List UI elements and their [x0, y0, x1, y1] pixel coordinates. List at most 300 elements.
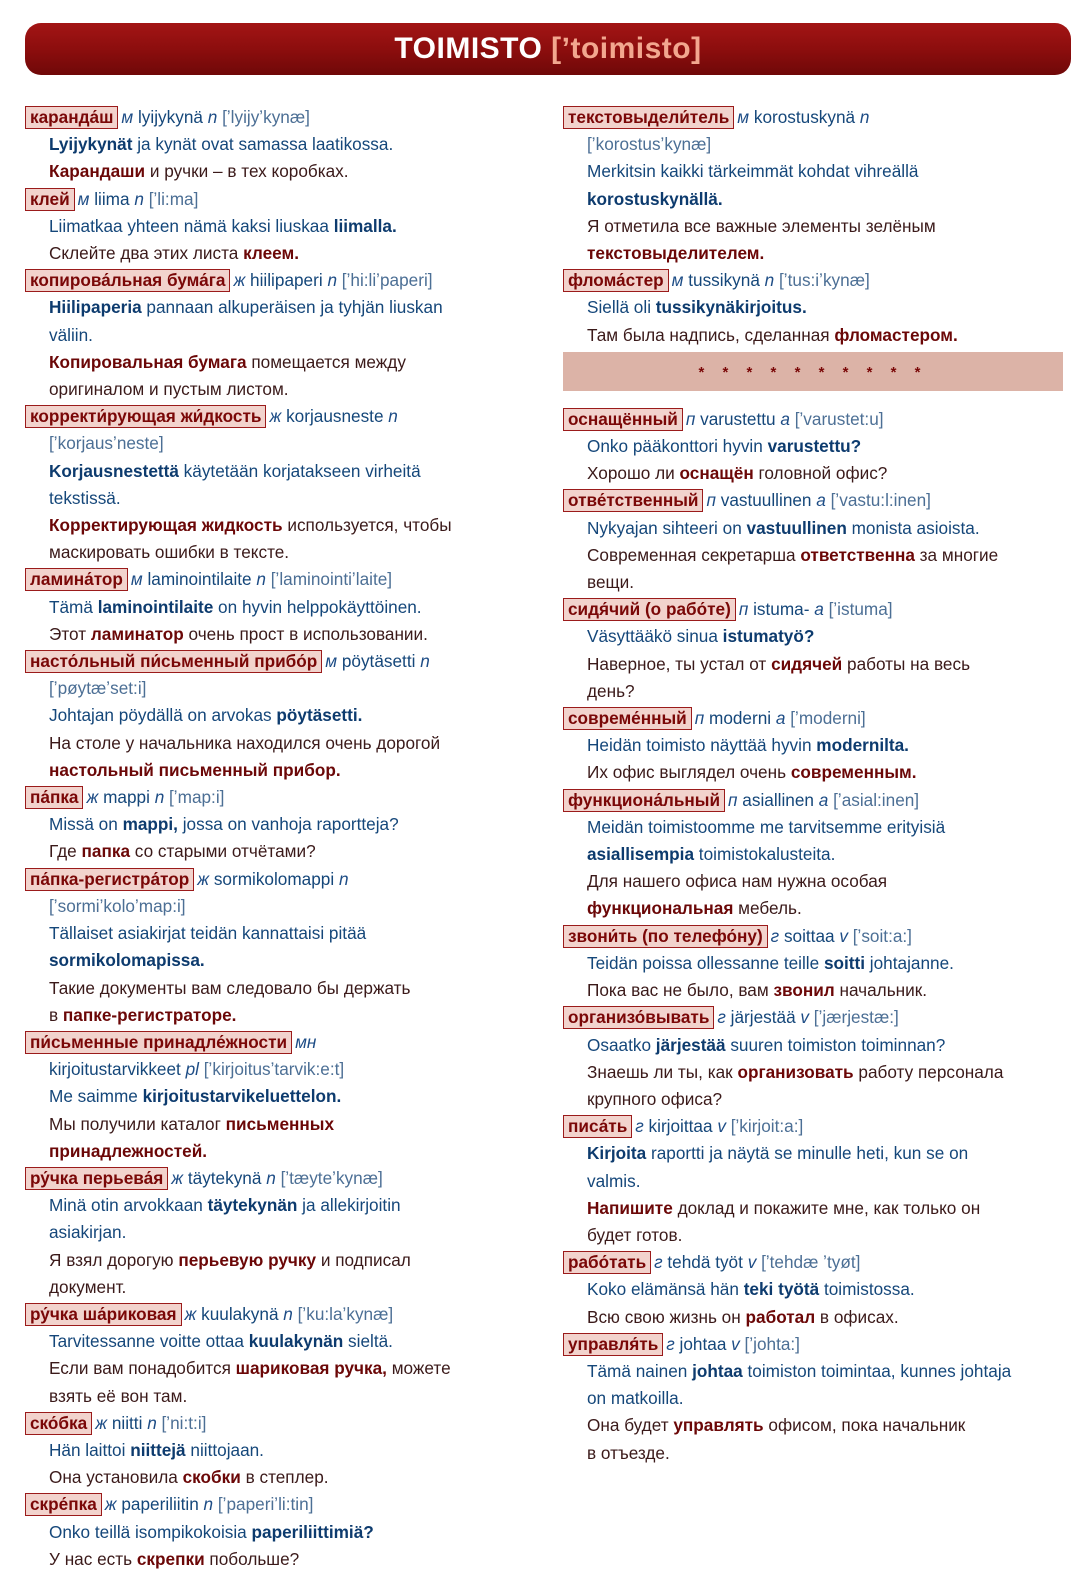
- dictionary-entry: [25, 403, 537, 566]
- example-text: день?: [587, 680, 635, 701]
- highlighted-term: Корректирующая жидкость: [49, 515, 283, 536]
- dictionary-entry: [563, 487, 1063, 596]
- headword: сидя́чий (о рабо́те): [563, 598, 736, 621]
- finnish-grammar-label: n: [420, 651, 430, 672]
- grammar-label: ж: [104, 1494, 117, 1515]
- highlighted-term: Напишите: [587, 1197, 673, 1218]
- highlighted-term: sormikolomapissa.: [49, 950, 205, 971]
- example-text: в степлер.: [240, 1467, 329, 1488]
- finnish-grammar-label: n: [134, 188, 144, 209]
- grammar-label: п: [738, 599, 749, 620]
- russian-example-line: [25, 757, 537, 784]
- finnish-example-line: [25, 1192, 537, 1219]
- highlighted-term: järjestää: [655, 1034, 726, 1055]
- russian-example-line: [25, 158, 537, 185]
- dictionary-entry: [25, 1301, 537, 1410]
- entry-headline: [563, 923, 1063, 950]
- finnish-example-line: [563, 186, 1063, 213]
- russian-example-line: [563, 1440, 1063, 1467]
- example-text: очень прост в использовании.: [183, 623, 428, 644]
- grammar-label: ж: [86, 787, 99, 808]
- highlighted-term: современным.: [790, 762, 917, 783]
- russian-example-line: [25, 1247, 537, 1274]
- finnish-grammar-label: a: [816, 490, 826, 511]
- transcription: [ʼli:ma]: [148, 188, 199, 209]
- finnish-example-line: [563, 950, 1063, 977]
- transcription: [ʼhi:liʼpaperi]: [341, 270, 433, 291]
- example-text: в отъезде.: [587, 1442, 670, 1463]
- russian-example-line: [25, 240, 537, 267]
- example-text: raportti ja näytä se minulle heti, kun se on: [646, 1143, 969, 1164]
- dictionary-entry: [25, 648, 537, 784]
- dictionary-entry: [25, 104, 537, 186]
- example-text: документ.: [49, 1276, 127, 1297]
- finnish-example-line: [563, 1032, 1063, 1059]
- entry-headline-continuation: [25, 430, 537, 457]
- headword: ламина́тор: [25, 568, 128, 591]
- left-column: [25, 104, 537, 1573]
- page-title-banner: [25, 23, 1071, 75]
- example-text: toimiston toimintaa, kunnes johtaja: [742, 1360, 1012, 1381]
- example-text: väliin.: [49, 324, 93, 345]
- example-text: помещается между: [246, 351, 406, 372]
- finnish-grammar-label: n: [256, 569, 266, 590]
- example-text: мебель.: [733, 898, 802, 919]
- example-text: Teidän poissa ollessanne teille: [587, 952, 824, 973]
- example-text: Там была надпись, сделанная: [587, 324, 835, 345]
- transcription: [ʼpaperiʼli:tin]: [217, 1494, 314, 1515]
- highlighted-term: laminointilaite: [97, 596, 214, 617]
- dictionary-entry: [25, 566, 537, 648]
- highlighted-term: paperiliittimiä?: [251, 1521, 374, 1542]
- finnish-translation: hiilipaperi: [250, 270, 323, 291]
- example-text: и подписал: [316, 1249, 411, 1270]
- entry-headline: [563, 1331, 1063, 1358]
- dictionary-entry: [563, 596, 1063, 705]
- finnish-translation: tehdä työt: [667, 1252, 743, 1273]
- highlighted-term: перьевую ручку: [178, 1249, 317, 1270]
- russian-example-line: [25, 1111, 537, 1138]
- highlighted-term: сидячей: [771, 653, 843, 674]
- example-text: в офисах.: [815, 1306, 899, 1327]
- finnish-example-line: [25, 1219, 537, 1246]
- headword: ру́чка перьева́я: [25, 1167, 168, 1190]
- example-text: работы на весь: [842, 653, 971, 674]
- entry-headline: [25, 1410, 537, 1437]
- example-text: взять её вон там.: [49, 1385, 188, 1406]
- entry-headline: [25, 1029, 537, 1056]
- dictionary-entry: [563, 787, 1063, 923]
- entry-headline: [25, 403, 537, 430]
- entry-headline: [563, 1004, 1063, 1031]
- russian-example-line: [25, 730, 537, 757]
- example-text: Этот: [49, 623, 91, 644]
- finnish-grammar-label: v: [839, 925, 848, 946]
- example-text: on matkoilla.: [587, 1388, 684, 1409]
- example-text: asiakirjan.: [49, 1222, 127, 1243]
- transcription: [ʼpøytæʼset:i]: [49, 678, 147, 699]
- dictionary-entry: [563, 406, 1063, 488]
- entry-headline: [25, 104, 537, 131]
- finnish-example-line: [25, 811, 537, 838]
- finnish-example-line: [563, 515, 1063, 542]
- example-text: Meidän toimistoomme me tarvitsemme erityisiä: [587, 816, 946, 837]
- highlighted-term: оснащён: [679, 463, 754, 484]
- grammar-label: м: [671, 270, 684, 291]
- finnish-example-line: [25, 131, 537, 158]
- headword: скре́пка: [25, 1493, 102, 1516]
- headword: оснащённый: [563, 408, 683, 431]
- highlighted-term: soitti: [823, 952, 866, 973]
- finnish-grammar-label: a: [780, 408, 790, 429]
- headword: рабо́тать: [563, 1251, 651, 1274]
- example-text: Если вам понадобится: [49, 1358, 236, 1379]
- example-text: маскировать ошибки в тексте.: [49, 542, 290, 563]
- dictionary-entry: [563, 104, 1063, 267]
- finnish-translation: mappi: [103, 787, 150, 808]
- highlighted-term: скрепки: [136, 1548, 205, 1569]
- highlighted-term: Korjausnestettä: [49, 460, 179, 481]
- example-text: Знаешь ли ты, как: [587, 1061, 738, 1082]
- russian-example-line: [25, 1002, 537, 1029]
- finnish-example-line: [563, 1358, 1063, 1385]
- transcription: [ʼvarustet:u]: [794, 408, 884, 429]
- finnish-example-line: [25, 1328, 537, 1355]
- example-text: Onko teillä isompikokoisia: [49, 1521, 252, 1542]
- russian-example-line: [25, 1464, 537, 1491]
- finnish-example-line: [563, 158, 1063, 185]
- finnish-translation: paperiliitin: [121, 1494, 199, 1515]
- headword: звони́ть (по телефо́ну): [563, 925, 768, 948]
- dictionary-entry: [25, 1491, 537, 1573]
- grammar-label: г: [654, 1252, 663, 1273]
- highlighted-term: istumatyö?: [722, 626, 815, 647]
- headword: каранда́ш: [25, 106, 118, 129]
- russian-example-line: [563, 213, 1063, 240]
- finnish-translation: korjausneste: [286, 406, 384, 427]
- highlighted-term: Lyijykynät: [49, 134, 133, 155]
- transcription: [ʼni:t:i]: [161, 1412, 207, 1433]
- russian-example-line: [563, 1412, 1063, 1439]
- finnish-example-line: [563, 1276, 1063, 1303]
- example-text: вещи.: [587, 572, 635, 593]
- transcription: [ʼku:laʼkynæ]: [297, 1303, 394, 1324]
- finnish-example-line: [25, 1083, 537, 1110]
- finnish-grammar-label: n: [764, 270, 775, 291]
- highlighted-term: принадлежностей.: [49, 1140, 208, 1161]
- finnish-translation: varustettu: [700, 408, 776, 429]
- example-text: головной офис?: [753, 463, 888, 484]
- headword: ско́бка: [25, 1412, 92, 1435]
- transcription: [ʼkirjoitusʼtarvik:e:t]: [203, 1059, 345, 1080]
- example-text: Я отметила все важные элементы зелёным: [587, 215, 936, 236]
- example-text: Osaatko: [587, 1034, 656, 1055]
- section-divider: * * * * * * * * * *: [563, 352, 1063, 391]
- finnish-grammar-label: n: [266, 1167, 276, 1188]
- dictionary-entry: [25, 1029, 537, 1165]
- finnish-example-line: [25, 213, 537, 240]
- example-text: используется, чтобы: [282, 515, 452, 536]
- finnish-translation: laminointilaite: [147, 569, 252, 590]
- finnish-grammar-label: n: [207, 107, 218, 127]
- transcription: [ʼlyijyʼkynæ]: [222, 107, 310, 127]
- finnish-example-line: [25, 1437, 537, 1464]
- example-text: Склейте два этих листа: [49, 243, 244, 264]
- finnish-translation: soittaa: [783, 925, 835, 946]
- example-text: Мы получили каталог: [49, 1113, 226, 1134]
- finnish-translation: johtaa: [679, 1333, 727, 1354]
- finnish-translation: lyijykynä: [137, 107, 203, 127]
- finnish-translation: moderni: [709, 708, 772, 729]
- example-text: Missä on: [49, 814, 123, 835]
- dictionary-entry: [25, 784, 537, 866]
- dictionary-entry: [25, 866, 537, 1029]
- finnish-translation: niitti: [111, 1412, 143, 1433]
- example-text: pannaan alkuperäisen ja tyhjän liuskan: [141, 297, 443, 318]
- headword: отве́тственный: [563, 489, 703, 512]
- finnish-translation: asiallinen: [742, 789, 814, 810]
- finnish-grammar-label: n: [327, 270, 338, 291]
- finnish-example-line: [563, 1168, 1063, 1195]
- finnish-translation: sormikolomappi: [213, 868, 335, 889]
- transcription: [ʼkirjoit:a:]: [730, 1116, 804, 1137]
- russian-example-line: [563, 569, 1063, 596]
- entry-headline: [563, 596, 1063, 623]
- headword: клей: [25, 188, 75, 211]
- example-text: ja allekirjoitin: [297, 1195, 401, 1216]
- example-text: и ручки – в тех коробках.: [145, 161, 349, 182]
- example-text: Наверное, ты устал от: [587, 653, 772, 674]
- transcription: [ʼjærjestæ:]: [813, 1007, 899, 1028]
- example-text: Пока вас не было, вам: [587, 980, 774, 1001]
- headword: функциона́льный: [563, 789, 725, 812]
- highlighted-term: звонил: [773, 980, 835, 1001]
- entry-headline: [25, 566, 537, 593]
- russian-example-line: [25, 838, 537, 865]
- headword: текстовыдели́тель: [563, 106, 734, 129]
- russian-example-line: [25, 539, 537, 566]
- entry-headline: [563, 1113, 1063, 1140]
- russian-example-line: [563, 1304, 1063, 1331]
- example-text: Такие документы вам следовало бы держать: [49, 977, 411, 998]
- grammar-label: ж: [233, 270, 246, 291]
- entry-headline-continuation: [25, 893, 537, 920]
- highlighted-term: kuulakynän: [248, 1331, 344, 1352]
- example-text: На столе у начальника находился очень дорогой: [49, 732, 441, 753]
- example-text: начальник.: [834, 980, 928, 1001]
- highlighted-term: tussikynäkirjoitus.: [655, 297, 807, 318]
- example-text: monista asioista.: [846, 517, 980, 538]
- headword: корректи́рующая жи́дкость: [25, 405, 266, 428]
- example-text: со старыми отчётами?: [130, 841, 316, 862]
- example-text: за многие: [914, 544, 999, 565]
- example-text: Koko elämänsä hän: [587, 1279, 744, 1300]
- example-text: У нас есть: [49, 1548, 137, 1569]
- finnish-example-line: [25, 485, 537, 512]
- example-text: Всю свою жизнь он: [587, 1306, 746, 1327]
- highlighted-term: Hiilipaperia: [49, 297, 142, 318]
- highlighted-term: организовать: [737, 1061, 854, 1082]
- highlighted-term: liimalla.: [333, 215, 397, 236]
- entry-headline: [563, 705, 1063, 732]
- page-title-transcription: [ʼtoimisto]: [551, 32, 702, 65]
- russian-example-line: [563, 1195, 1063, 1222]
- highlighted-term: mappi,: [122, 814, 178, 835]
- highlighted-term: ответственна: [800, 544, 915, 565]
- example-text: suuren toimiston toiminnan?: [725, 1034, 946, 1055]
- russian-example-line: [563, 651, 1063, 678]
- example-text: Tämä nainen: [587, 1360, 693, 1381]
- grammar-label: ж: [184, 1303, 197, 1324]
- grammar-label: м: [121, 107, 134, 127]
- grammar-label: м: [77, 188, 90, 209]
- dictionary-entry: [563, 1004, 1063, 1113]
- highlighted-term: папке-регистраторе.: [62, 1004, 237, 1025]
- highlighted-term: Копировальная бумага: [49, 351, 247, 372]
- headword: пи́сьменные принадле́жности: [25, 1031, 292, 1054]
- highlighted-term: скобки: [182, 1467, 241, 1488]
- finnish-example-line: [563, 841, 1063, 868]
- headword: копирова́льная бума́га: [25, 269, 230, 292]
- headword: управля́ть: [563, 1333, 663, 1356]
- finnish-example-line: [563, 732, 1063, 759]
- example-text: käytetään korjatakseen virheitä: [178, 460, 421, 481]
- example-text: tekstissä.: [49, 487, 121, 508]
- example-text: Merkitsin kaikki tärkeimmät kohdat vihreällä: [587, 161, 919, 182]
- grammar-label: м: [325, 651, 338, 672]
- transcription: [ʼmap:i]: [169, 787, 225, 808]
- finnish-grammar-label: n: [147, 1412, 157, 1433]
- entry-headline: [25, 1301, 537, 1328]
- grammar-label: п: [694, 708, 705, 729]
- finnish-grammar-label: a: [775, 708, 786, 729]
- finnish-example-line: [25, 920, 537, 947]
- dictionary-entry: [563, 267, 1063, 349]
- page-title: TOIMISTO: [394, 32, 543, 65]
- highlighted-term: täytekynän: [207, 1195, 298, 1216]
- transcription: [ʼtus:iʼkynæ]: [779, 270, 870, 291]
- headword: ру́чка ша́риковая: [25, 1303, 182, 1326]
- grammar-label: г: [666, 1333, 675, 1354]
- transcription: [ʼasial:inen]: [833, 789, 920, 810]
- finnish-example-line: [25, 458, 537, 485]
- finnish-grammar-label: v: [747, 1252, 757, 1273]
- headword: организо́вывать: [563, 1006, 714, 1029]
- right-column: [563, 104, 1063, 1467]
- example-text: valmis.: [587, 1170, 641, 1191]
- entry-headline: [25, 186, 537, 213]
- russian-example-line: [563, 1059, 1063, 1086]
- example-text: в: [49, 1004, 63, 1025]
- example-text: Я взял дорогую: [49, 1249, 179, 1270]
- example-text: sieltä.: [343, 1331, 393, 1352]
- example-text: можете: [386, 1358, 451, 1379]
- finnish-grammar-label: v: [800, 1007, 810, 1028]
- example-text: Minä otin arvokkaan: [49, 1195, 208, 1216]
- example-text: Hän laittoi: [49, 1439, 131, 1460]
- dictionary-entry: [563, 1113, 1063, 1249]
- entry-headline: [563, 267, 1063, 294]
- highlighted-term: текстовыделителем.: [587, 243, 765, 264]
- entry-headline-continuation: [25, 1056, 537, 1083]
- highlighted-term: korostuskynällä.: [587, 188, 723, 209]
- russian-example-line: [25, 621, 537, 648]
- finnish-translation: vastuullinen: [720, 490, 812, 511]
- example-text: Tämä: [49, 596, 98, 617]
- finnish-grammar-label: n: [388, 406, 398, 427]
- finnish-example-line: [563, 623, 1063, 650]
- russian-example-line: [25, 512, 537, 539]
- highlighted-term: asiallisempia: [587, 844, 695, 865]
- dictionary-entry: [563, 1249, 1063, 1331]
- entry-headline: [563, 487, 1063, 514]
- russian-example-line: [25, 376, 537, 403]
- example-text: Она будет: [587, 1415, 674, 1436]
- example-text: Современная секретарша: [587, 544, 801, 565]
- russian-example-line: [25, 349, 537, 376]
- finnish-grammar-label: a: [818, 789, 829, 810]
- finnish-translation: istuma-: [753, 599, 810, 620]
- example-text: доклад и покажите мне, как только он: [672, 1197, 981, 1218]
- example-text: Она установила: [49, 1467, 183, 1488]
- entry-headline-continuation: [25, 675, 537, 702]
- finnish-translation: järjestää: [730, 1007, 796, 1028]
- dictionary-entry: [563, 1331, 1063, 1467]
- finnish-grammar-label: a: [814, 599, 824, 620]
- entry-headline-continuation: [563, 131, 1063, 158]
- highlighted-term: johtaa: [692, 1360, 743, 1381]
- example-text: Tällaiset asiakirjat teidän kannattaisi pitää: [49, 923, 367, 944]
- russian-example-line: [25, 1274, 537, 1301]
- example-text: on hyvin helppokäyttöinen.: [213, 596, 422, 617]
- transcription: [ʼsormiʼkoloʼmap:i]: [49, 895, 186, 916]
- entry-headline: [563, 787, 1063, 814]
- example-text: ja kynät ovat samassa laatikossa.: [132, 134, 394, 155]
- transcription: [ʼtehdæ ʼtyøt]: [761, 1252, 861, 1273]
- grammar-label: п: [728, 789, 738, 810]
- highlighted-term: niittejä: [130, 1439, 186, 1460]
- finnish-example-line: [25, 1519, 537, 1546]
- highlighted-term: teki työtä: [743, 1279, 820, 1300]
- highlighted-term: ламинатор: [90, 623, 184, 644]
- grammar-label: п: [685, 408, 696, 429]
- finnish-translation: tussikynä: [688, 270, 760, 291]
- example-text: johtajanne.: [865, 952, 954, 973]
- highlighted-term: фломастером.: [834, 324, 958, 345]
- finnish-example-line: [25, 702, 537, 729]
- grammar-label: ж: [269, 406, 282, 427]
- example-text: офисом, пока начальник: [763, 1415, 966, 1436]
- finnish-example-line: [563, 1140, 1063, 1167]
- highlighted-term: kirjoitustarvikeluettelon.: [142, 1086, 342, 1107]
- headword: па́пка-регистра́тор: [25, 868, 194, 891]
- russian-example-line: [563, 678, 1063, 705]
- example-text: niittojaan.: [185, 1439, 264, 1460]
- highlighted-term: управлять: [673, 1415, 764, 1436]
- finnish-grammar-label: n: [283, 1303, 293, 1324]
- finnish-translation: täytekynä: [187, 1167, 262, 1188]
- example-text: toimistokalusteita.: [694, 844, 836, 865]
- example-text: Для нашего офиса нам нужна особая: [587, 871, 888, 892]
- entry-headline: [25, 267, 537, 294]
- example-text: Johtajan pöydällä on arvokas: [49, 705, 277, 726]
- dictionary-entry: [25, 1165, 537, 1301]
- highlighted-term: функциональная: [587, 898, 734, 919]
- finnish-translation: liima: [94, 188, 130, 209]
- russian-example-line: [563, 1086, 1063, 1113]
- russian-example-line: [563, 240, 1063, 267]
- russian-example-line: [25, 1355, 537, 1382]
